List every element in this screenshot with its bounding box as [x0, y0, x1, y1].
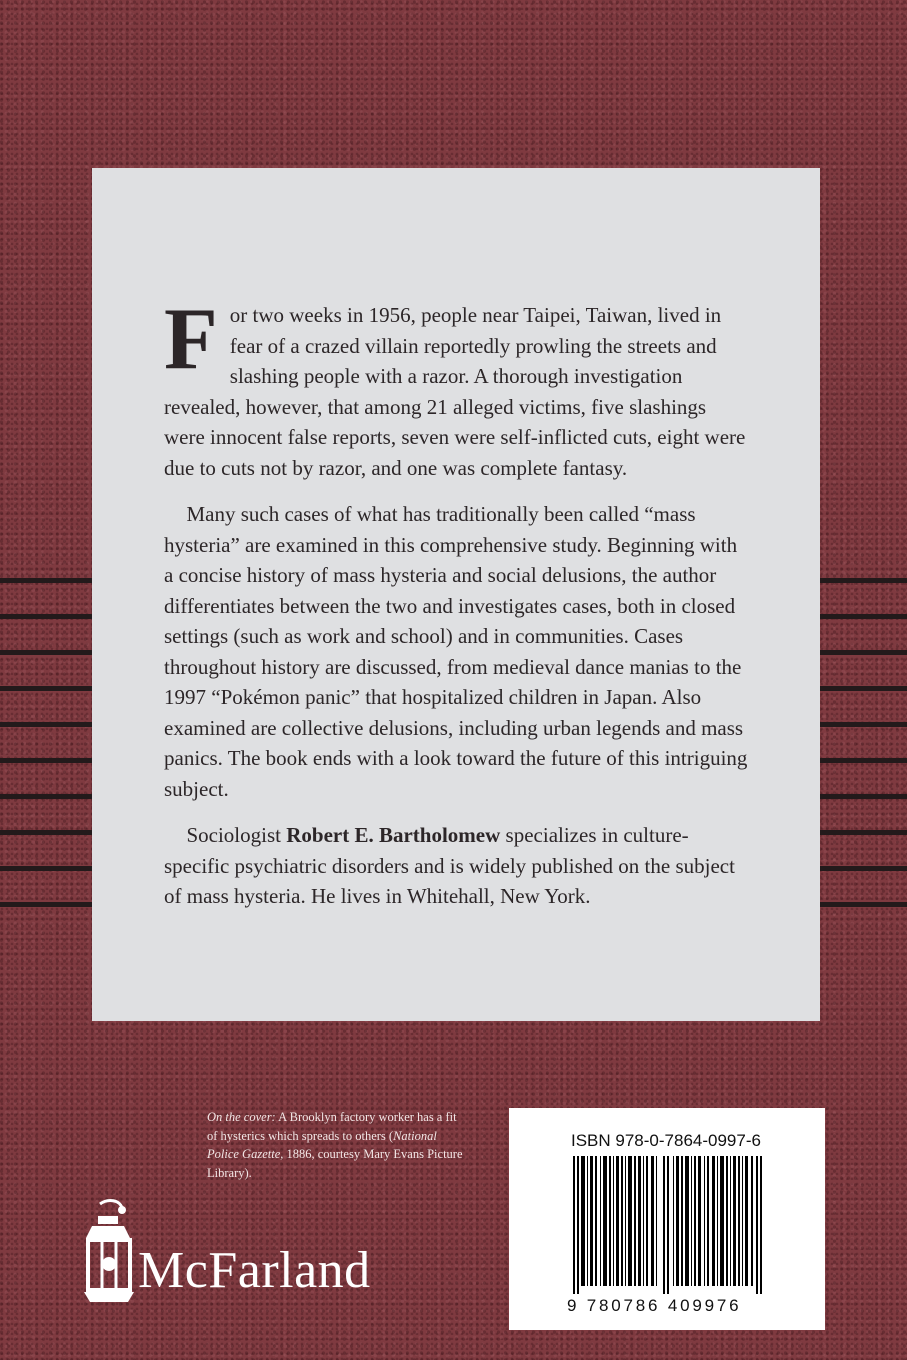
blurb-panel [92, 168, 820, 1021]
cover-caption [207, 1108, 467, 1182]
lantern-icon [78, 1198, 140, 1316]
publisher-name: McFarland [138, 1242, 371, 1299]
author-bio-lead: Sociologist [186, 823, 287, 847]
caption-source: National Police Gazette, [207, 1128, 437, 1161]
blurb-paragraph-2: Many such cases of what has traditionally been called “mass hysteria” are examined in this comprehensive study. Beginning with a concise history of mass hysteria and social delusions, the author differentiates between the two and investigates cases, both in closed settings (such as work and school) and in communities. Cases throughout history are discussed, from medieval dance manias to the 1997 “Pokémon panic” that hospitalized children in Japan. Also examined are collective delusions, including urban legends and mass panics. The book ends with a look toward the future of this intriguing subject. [164, 502, 748, 801]
isbn-label: ISBN 978-0-7864-0997-6 [571, 1131, 761, 1150]
barcode-icon [567, 1156, 772, 1294]
blurb-paragraph-1 [164, 291, 748, 483]
author-bio [164, 820, 748, 912]
author-bio-text: specializes in culture-specific psychiatric disorders and is widely published on the subject of mass hysteria. He lives in Whitehall, New York. [164, 823, 735, 908]
publisher-logo [78, 1198, 458, 1318]
blurb-paragraph-1-text: or two weeks in 1956, people near Taipei, Taiwan, lived in fear of a crazed villain reportedly prowling the streets and slashing people with a razor. A thorough investigation revealed, however, that among 21 alleged victims, five slashings were innocent false reports, seven were self-inflicted cuts, eight were due to cuts not by razor, and one was complete fantasy. [164, 303, 746, 480]
drop-cap: F [164, 291, 218, 388]
barcode-box [509, 1108, 825, 1330]
barcode-digits: 9 780786 409976 [567, 1296, 742, 1315]
caption-text-end: 1886, courtesy Mary Evans Picture Library). [207, 1147, 463, 1180]
caption-text: A Brooklyn factory worker has a fit of hysterics which spreads to others ( [207, 1110, 457, 1143]
author-name: Robert E. Bartholomew [286, 823, 501, 847]
caption-lead: On the cover: [207, 1110, 276, 1124]
